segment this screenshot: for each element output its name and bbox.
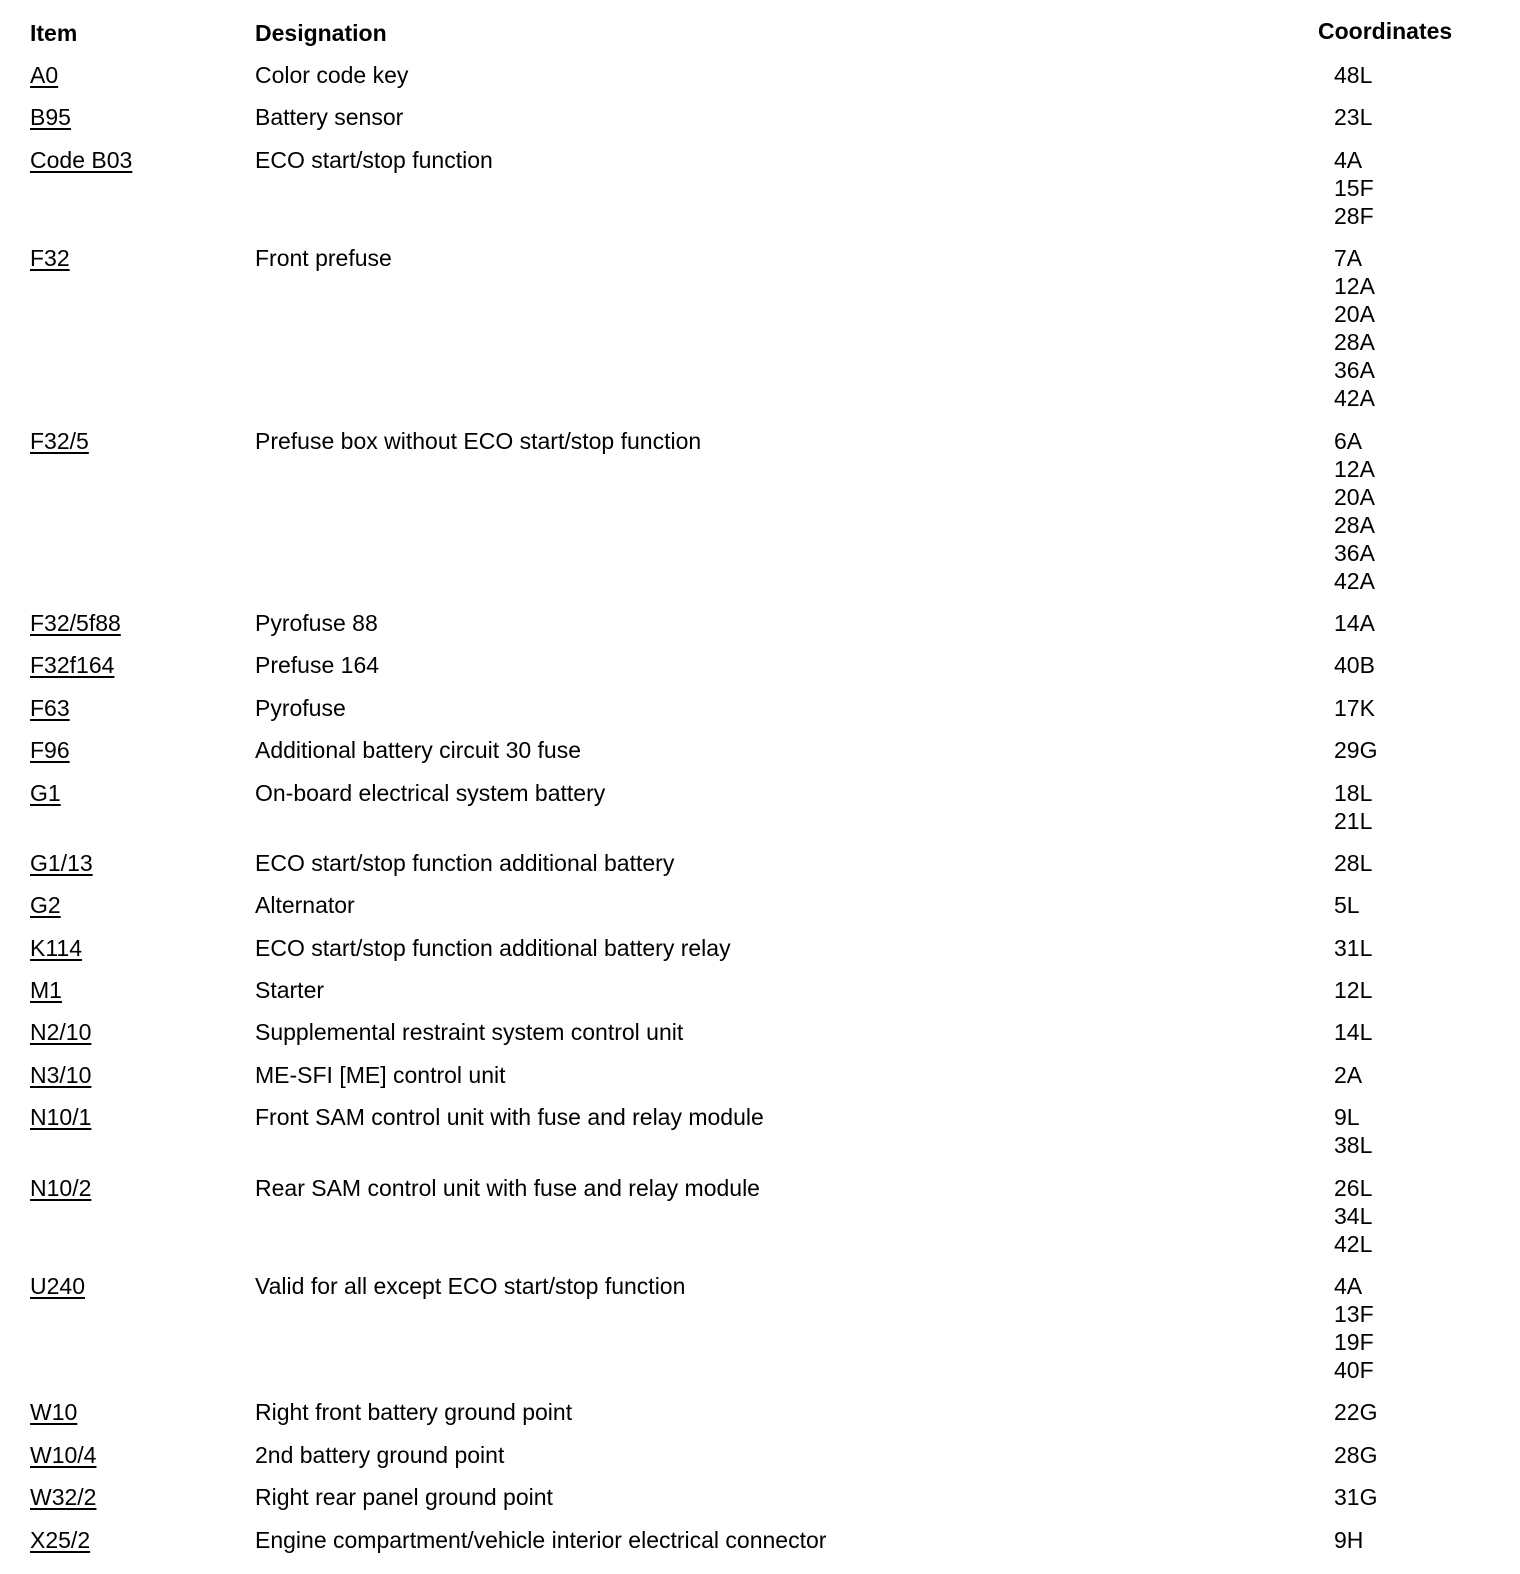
designation-text: Right rear panel ground point (255, 1484, 553, 1511)
table-row (0, 1441, 1520, 1483)
coordinates-cell (1334, 934, 1494, 962)
coordinate-value: 48L (1334, 62, 1373, 88)
designation-text: 2nd battery ground point (255, 1441, 505, 1468)
coordinates-cell (1334, 146, 1494, 230)
coordinate-value: 28A (1334, 511, 1375, 538)
item-link[interactable]: F96 (30, 737, 70, 764)
coordinate-value: 22G (1334, 1399, 1378, 1426)
coordinate-value: 36A (1334, 357, 1375, 384)
table-row (0, 427, 1520, 609)
coordinate-value: 34L (1334, 1202, 1373, 1229)
table-row (0, 651, 1520, 693)
coordinate-value: 4A (1334, 1273, 1363, 1300)
item-link[interactable]: B95 (30, 104, 71, 131)
coordinates-cell (1334, 1061, 1494, 1089)
designation-text: Color code key (255, 62, 409, 88)
coordinate-value: 4A (1334, 146, 1363, 173)
designation-text: Front prefuse (255, 245, 392, 272)
coordinate-value: 21L (1334, 807, 1373, 834)
coordinate-value: 42A (1334, 567, 1375, 594)
table-header (0, 0, 1520, 48)
coordinates-cell (1334, 1398, 1494, 1426)
coordinates-cell (1334, 103, 1494, 131)
coordinates-cell (1334, 244, 1494, 412)
coordinates-cell (1334, 651, 1494, 679)
item-link[interactable]: G2 (30, 892, 61, 919)
coordinate-value: 28F (1334, 202, 1374, 229)
table-row (0, 1526, 1520, 1568)
designation-text: Engine compartment/vehicle interior electrical connector (255, 1526, 827, 1553)
coordinates-cell (1334, 779, 1494, 835)
coordinate-value: 26L (1334, 1174, 1373, 1201)
coordinates-cell (1334, 694, 1494, 722)
designation-text: Supplemental restraint system control unit (255, 1019, 684, 1046)
item-link[interactable]: K114 (30, 934, 83, 961)
coordinate-value: 19F (1334, 1329, 1374, 1356)
header-coordinates: Coordinates (1318, 18, 1453, 44)
table-row (0, 1174, 1520, 1272)
item-link[interactable]: G1/13 (30, 849, 93, 876)
table-row (0, 1483, 1520, 1525)
table-row (0, 736, 1520, 778)
coordinate-value: 12L (1334, 977, 1373, 1004)
coordinate-value: 31G (1334, 1484, 1378, 1511)
designation-text: Alternator (255, 892, 355, 919)
coordinate-value: 6A (1334, 427, 1363, 454)
coordinate-value: 13F (1334, 1301, 1374, 1328)
coordinates-cell (1334, 609, 1494, 637)
designation-text: Additional battery circuit 30 fuse (255, 737, 582, 764)
coordinates-cell (1334, 1103, 1494, 1159)
designation-text: Prefuse 164 (255, 652, 380, 679)
coordinates-cell (1334, 427, 1494, 595)
coordinates-cell (1334, 1174, 1494, 1258)
designation-text: ECO start/stop function additional battery (255, 849, 675, 876)
coordinate-value: 18L (1334, 779, 1373, 806)
coordinate-value: 9H (1334, 1526, 1364, 1553)
designation-text: Pyrofuse 88 (255, 609, 378, 636)
coordinate-value: 28A (1334, 329, 1375, 356)
table-row (0, 1398, 1520, 1440)
item-link[interactable]: N10/1 (30, 1104, 92, 1131)
table-row (0, 61, 1520, 103)
coordinates-cell (1334, 1441, 1494, 1469)
table-row (0, 1061, 1520, 1103)
table-row (0, 976, 1520, 1018)
designation-text: Front SAM control unit with fuse and relay module (255, 1104, 764, 1131)
item-link[interactable]: W32/2 (30, 1484, 97, 1511)
designation-text: On-board electrical system battery (255, 779, 606, 806)
table-row (0, 103, 1520, 145)
item-link[interactable]: W10 (30, 1399, 78, 1426)
coordinate-value: 40B (1334, 652, 1375, 679)
coordinate-value: 23L (1334, 104, 1373, 131)
designation-text: Pyrofuse (255, 694, 346, 721)
coordinates-cell (1334, 849, 1494, 877)
coordinate-value: 5L (1334, 892, 1360, 919)
item-link[interactable]: M1 (30, 977, 62, 1004)
table-row (0, 146, 1520, 244)
designation-text: Right front battery ground point (255, 1399, 573, 1426)
item-link[interactable]: F32/5f88 (30, 609, 121, 636)
coordinate-value: 7A (1334, 245, 1363, 272)
item-link[interactable]: W10/4 (30, 1441, 97, 1468)
item-link[interactable]: F63 (30, 694, 70, 721)
coordinate-value: 20A (1334, 301, 1375, 328)
coordinates-cell (1334, 1526, 1494, 1554)
coordinates-cell (1334, 736, 1494, 764)
item-link[interactable]: Code B03 (30, 146, 133, 173)
table-body (0, 61, 1520, 1568)
table-row (0, 1272, 1520, 1398)
item-link[interactable]: F32 (30, 245, 70, 272)
table-row (0, 694, 1520, 736)
coordinate-value: 17K (1334, 694, 1375, 721)
designation-text: ECO start/stop function additional battery relay (255, 934, 731, 961)
designation-text: Starter (255, 977, 325, 1004)
table-row (0, 779, 1520, 849)
coordinates-cell (1334, 1483, 1494, 1511)
coordinate-value: 2A (1334, 1061, 1363, 1088)
item-link[interactable]: F32/5 (30, 427, 89, 454)
table-row (0, 934, 1520, 976)
coordinate-value: 42A (1334, 385, 1375, 412)
item-link[interactable]: N2/10 (30, 1019, 92, 1046)
designation-text: ECO start/stop function (255, 146, 493, 173)
table-row (0, 849, 1520, 891)
coordinate-value: 29G (1334, 737, 1378, 764)
coordinate-value: 9L (1334, 1104, 1360, 1131)
coordinate-value: 28L (1334, 849, 1373, 876)
header-item: Item (30, 20, 78, 46)
table-row (0, 1103, 1520, 1173)
table-row (0, 1018, 1520, 1060)
table-row (0, 609, 1520, 651)
coordinates-cell (1334, 1018, 1494, 1046)
item-link[interactable]: F32f164 (30, 652, 115, 679)
designation-text: Prefuse box without ECO start/stop function (255, 427, 702, 454)
coordinates-cell (1334, 891, 1494, 919)
coordinate-value: 20A (1334, 483, 1375, 510)
item-link[interactable]: A0 (30, 62, 59, 88)
item-link[interactable]: U240 (30, 1273, 85, 1300)
coordinate-value: 15F (1334, 174, 1374, 201)
coordinate-value: 14A (1334, 609, 1375, 636)
header-designation: Designation (255, 20, 387, 46)
table-row (0, 244, 1520, 426)
table-row (0, 891, 1520, 933)
coordinate-value: 40F (1334, 1357, 1374, 1384)
coordinate-value: 36A (1334, 539, 1375, 566)
designation-text: Valid for all except ECO start/stop function (255, 1273, 686, 1300)
item-link[interactable]: G1 (30, 779, 61, 806)
item-link[interactable]: X25/2 (30, 1526, 91, 1553)
coordinate-value: 38L (1334, 1132, 1373, 1159)
coordinate-value: 31L (1334, 934, 1373, 961)
coordinate-value: 28G (1334, 1441, 1378, 1468)
item-link[interactable]: N3/10 (30, 1061, 92, 1088)
designation-text: ME-SFI [ME] control unit (255, 1061, 506, 1088)
designation-text: Battery sensor (255, 104, 404, 131)
coordinate-value: 14L (1334, 1019, 1373, 1046)
coordinates-cell (1334, 976, 1494, 1004)
coordinate-value: 12A (1334, 455, 1375, 482)
coordinates-cell (1334, 1272, 1494, 1384)
designation-text: Rear SAM control unit with fuse and relay module (255, 1174, 760, 1201)
coordinate-value: 12A (1334, 273, 1375, 300)
item-link[interactable]: N10/2 (30, 1174, 92, 1201)
coordinates-cell (1334, 61, 1494, 89)
coordinate-value: 42L (1334, 1230, 1373, 1257)
